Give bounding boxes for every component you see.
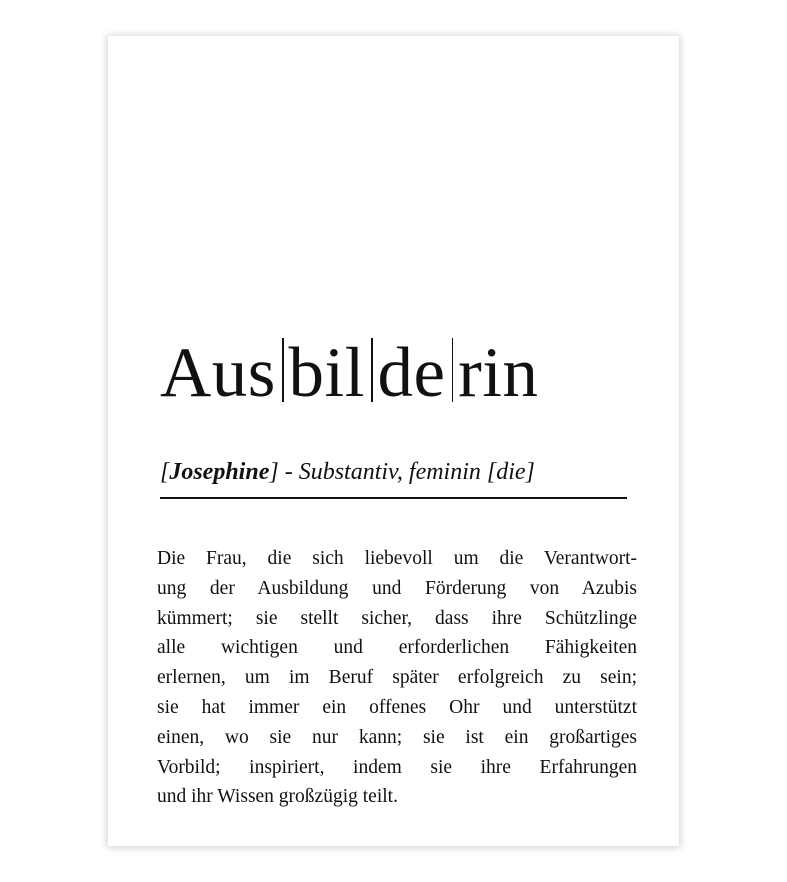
headword-syllable: de [377,334,446,412]
word-class-line [160,460,535,484]
headword-syllable: rin [458,334,539,412]
definition-line: sie hat immer ein offenes Ohr und unterstützt [157,696,637,718]
definition-line: kümmert; sie stellt sicher, dass ihre Schützlinge [157,607,637,629]
definition-line: Die Frau, die sich liebevoll um die Verantwort- [157,548,637,569]
definition-line: einen, wo sie nur kann; sie ist ein großartiges [157,726,637,748]
definition-line: und ihr Wissen großzügig teilt. [157,786,398,808]
definition-line: alle wichtigen und erforderlichen Fähigkeiten [157,637,637,659]
definition-text [157,544,637,812]
headword [160,334,539,412]
word-class-text: ] - Substantiv, feminin [die] [269,459,535,485]
headword-syllable: Aus [160,334,276,412]
headword-syllable: bil [288,334,365,412]
definition-line: erlernen, um im Beruf später erfolgreich zu sein; [157,667,637,689]
definition-poster [108,36,679,846]
definition-line: Vorbild; inspiriert, indem sie ihre Erfahrungen [157,756,637,778]
personal-name: Josephine [169,459,270,485]
bracket-open: [ [160,459,170,485]
syllable-divider [452,338,454,402]
definition-line: ung der Ausbildung und Förderung von Azubis [157,577,637,599]
syllable-divider [371,338,373,402]
syllable-divider [282,338,284,402]
divider-line [160,497,627,499]
